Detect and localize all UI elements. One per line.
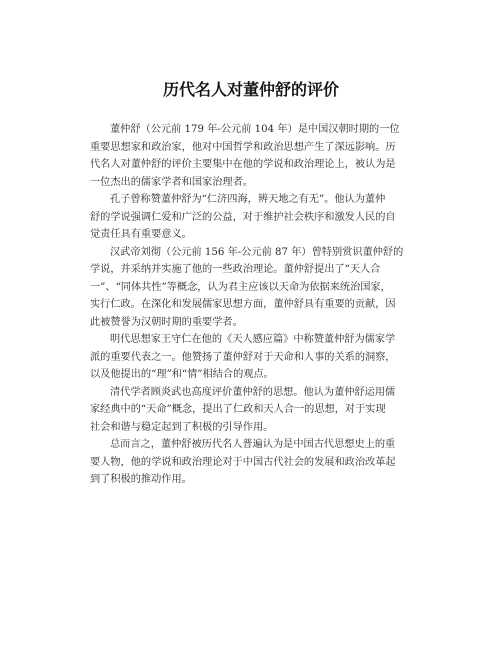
text-line: 要人物，他的学说和政治理论对于中国古代社会的发展和政治改革起 bbox=[90, 456, 396, 468]
text-line: 觉责任具有重要意义。 bbox=[90, 229, 192, 240]
text-line: 一位杰出的儒家学者和国家治理者。 bbox=[90, 176, 253, 188]
paragraph-2 bbox=[90, 191, 440, 244]
paragraph-5 bbox=[90, 384, 440, 437]
document-body bbox=[90, 121, 440, 489]
text-line: 代名人对董仲舒的评价主要集中在他的学说和政治理论上，被认为是 bbox=[90, 159, 396, 170]
text-line: 实行仁政。在深化和发展儒家思想方面，董仲舒具有重要的贡献，因 bbox=[90, 299, 396, 310]
paragraph-3 bbox=[90, 244, 440, 332]
text-line: 家经典中的“天命”概念，提出了仁政和天人合一的思想，对于实现 bbox=[90, 404, 386, 415]
text-line: 社会和谐与稳定起到了积极的引导作用。 bbox=[90, 421, 274, 433]
paragraph-6 bbox=[90, 436, 440, 489]
text-line: 舒的学说强调仁爱和广泛的公益，对于维护社会秩序和激发人民的自 bbox=[90, 211, 396, 223]
text-line: 学说，并采纳并实施了他的一些政治理论。董仲舒提出了“天人合 bbox=[90, 264, 381, 275]
text-line: 一”、“同体共性”等概念，认为君主应该以天命为依据来统治国家， bbox=[90, 281, 391, 293]
paragraph-4 bbox=[90, 331, 440, 384]
text-line: 孔子曾称赞董仲舒为“仁济四海，辨天地之有无”。他认为董仲 bbox=[110, 194, 386, 205]
text-line: 此被赞誉为汉朝时期的重要学者。 bbox=[90, 316, 243, 328]
text-line: 明代思想家王守仁在他的《天人感应篇》中称赞董仲舒为儒家学 bbox=[110, 334, 396, 345]
text-line: 董仲舒（公元前 179 年-公元前 104 年）是中国汉朝时期的一位 bbox=[110, 124, 400, 135]
document-title: 历代名人对董仲舒的评价 bbox=[162, 80, 339, 99]
paragraph-1 bbox=[90, 121, 440, 191]
text-line: 派的重要代表之一。他赞扬了董仲舒对于天命和人事的关系的洞察， bbox=[90, 351, 396, 363]
text-line: 清代学者顾炎武也高度评价董仲舒的思想。他认为董仲舒运用儒 bbox=[110, 386, 396, 398]
text-line: 以及他提出的“理”和“情”相结合的观点。 bbox=[90, 369, 274, 380]
text-line: 汉武帝刘彻（公元前 156 年-公元前 87 年）曾特别赏识董仲舒的 bbox=[110, 246, 404, 258]
text-line: 重要思想家和政治家，他对中国哲学和政治思想产生了深远影响。历 bbox=[90, 141, 396, 153]
text-line: 到了积极的推动作用。 bbox=[90, 474, 192, 485]
text-line: 总而言之，董仲舒被历代名人普遍认为是中国古代思想史上的重 bbox=[110, 439, 396, 450]
